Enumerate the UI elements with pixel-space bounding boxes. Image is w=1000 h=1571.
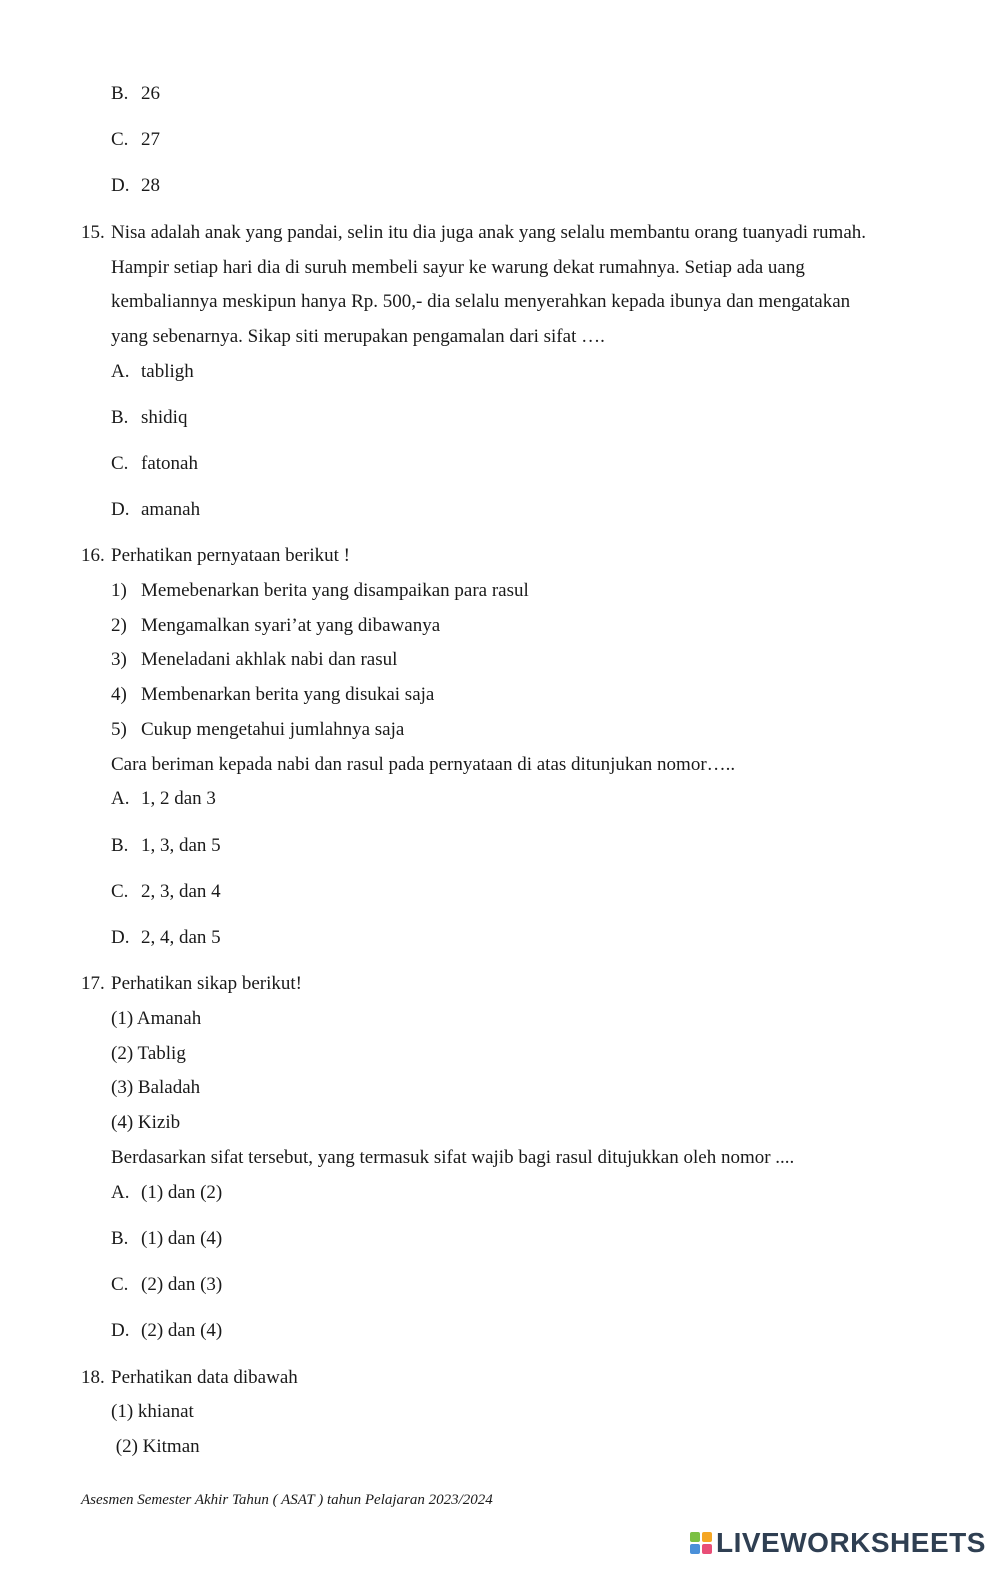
option-a: A. tabligh [111,361,194,382]
question-text-line: Nisa adalah anak yang pandai, selin itu dia juga anak yang selalu membantu orang tuanyadi rumah. [111,222,867,243]
option-c: C. 27 [111,129,160,150]
question-number: 17. [81,973,105,994]
option-c: C. fatonah [111,453,198,474]
attitude-item: (1) Amanah [111,1008,202,1029]
attitude-item: (4) Kizib [111,1112,181,1133]
question-number: 16. [81,545,105,566]
option-b: B. 1, 3, dan 5 [111,835,221,856]
question-text: Cara beriman kepada nabi dan rasul pada pernyataan di atas ditunjukan nomor….. [111,754,736,775]
attitude-item: (2) Tablig [111,1043,186,1064]
option-c: C. (2) dan (3) [111,1274,223,1295]
statement-item: 3) Meneladani akhlak nabi dan rasul [111,649,398,670]
option-b: B. (1) dan (4) [111,1228,223,1249]
option-b: B. 26 [111,83,160,104]
page-footer: Asesmen Semester Akhir Tahun ( ASAT ) tahun Pelajaran 2023/2024 [81,1492,493,1508]
question-stem: Perhatikan sikap berikut! [111,973,303,994]
option-d: D. 28 [111,175,160,196]
question-stem: Perhatikan data dibawah [111,1367,298,1388]
statement-item: 4) Membenarkan berita yang disukai saja [111,684,435,705]
liveworksheets-logo-icon [690,1532,712,1554]
option-d: D. amanah [111,499,201,520]
option-c: C. 2, 3, dan 4 [111,881,221,902]
question-number: 18. [81,1367,105,1388]
statement-item: 2) Mengamalkan syari’at yang dibawanya [111,615,441,636]
data-item: (2) Kitman [111,1436,200,1457]
option-d: D. (2) dan (4) [111,1320,223,1341]
option-a: A. 1, 2 dan 3 [111,788,216,809]
brand-text: LIVEWORKSHEETS [716,1527,986,1558]
statement-item: 1) Memebenarkan berita yang disampaikan para rasul [111,580,529,601]
question-text-line: kembaliannya meskipun hanya Rp. 500,- dia selalu menyerahkan kepada ibunya dan mengatakan [111,291,851,312]
option-d: D. 2, 4, dan 5 [111,927,221,948]
question-stem: Perhatikan pernyataan berikut ! [111,545,350,566]
liveworksheets-brand [690,1528,986,1558]
attitude-item: (3) Baladah [111,1077,201,1098]
option-a: A. (1) dan (2) [111,1182,223,1203]
question-text-line: yang sebenarnya. Sikap siti merupakan pengamalan dari sifat …. [111,326,605,347]
data-item: (1) khianat [111,1401,194,1422]
statement-item: 5) Cukup mengetahui jumlahnya saja [111,719,405,740]
question-text-line: Hampir setiap hari dia di suruh membeli sayur ke warung dekat rumahnya. Setiap ada uang [111,257,805,278]
question-text: Berdasarkan sifat tersebut, yang termasuk sifat wajib bagi rasul ditujukkan oleh nomor .... [111,1147,795,1168]
option-b: B. shidiq [111,407,188,428]
question-number: 15. [81,222,105,243]
